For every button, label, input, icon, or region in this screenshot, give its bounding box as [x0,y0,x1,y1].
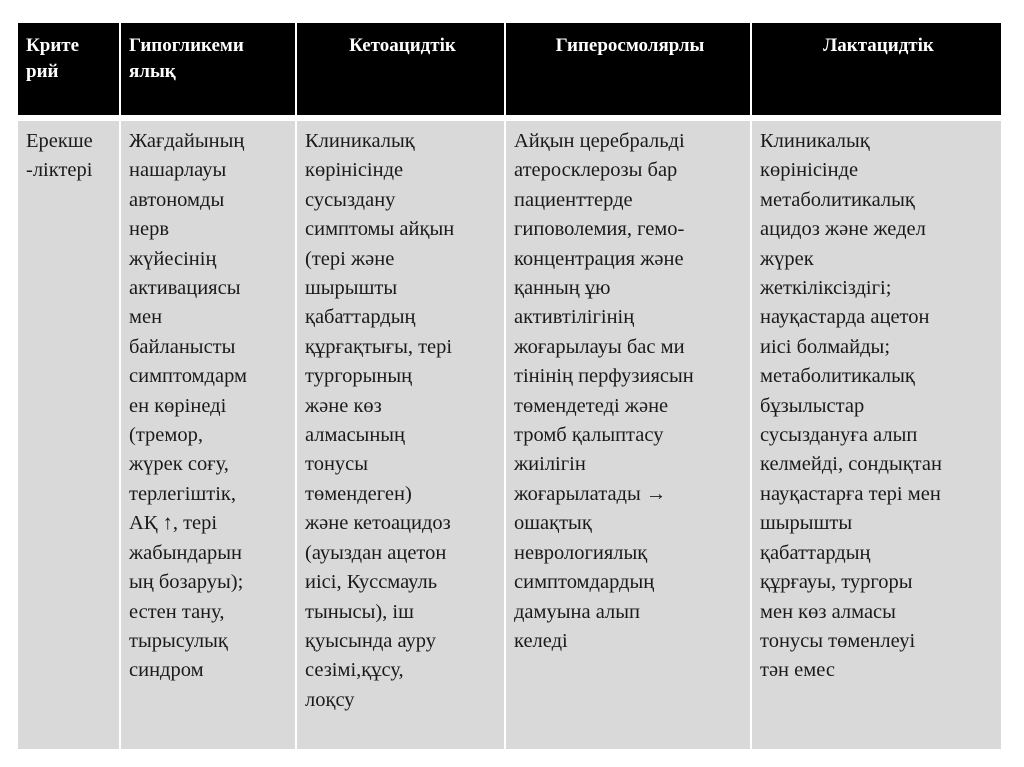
header-hyperosmolar-label: Гиперосмолярлы [555,35,705,56]
cell-ketoacidotic [296,120,505,750]
cell-lactacidotic-text: Клиникалық көрінісінде метаболитикалық ацидоз және жедел жүрек жеткіліксіздігі; науқастарда ацетон иісі болмайды; метаболитикалық бұзылыстар сусыздануға алып келмейді, сондықтан науқастарға тері мен шырышты қабаттардың құрғауы, тургоры мен көз алмасы тонусы төменлеуі тән емес [760,130,942,682]
header-criterion [17,22,120,116]
header-ketoacidotic [296,22,505,116]
cell-criterion-text: Ерекше -ліктері [26,130,93,182]
header-criterion-label: Крите рий [26,35,80,82]
cell-lactacidotic [751,120,1002,750]
header-lactacidotic [751,22,1002,116]
table-header-row [17,22,1002,116]
header-hypoglycemic-label: Гипогликеми ялық [129,35,244,82]
header-lactacidotic-label: Лактацидтік [823,35,934,56]
cell-hyperosmolar-text: Айқын церебральді атеросклерозы бар пациенттерде гиповолемия, гемо- концентрация және қанның ұю активтілігінің жоғарылауы бас ми тінінің перфузиясын төмендетеді және тромб қалыптасу жиілігін жоғарылатады → ошақтық неврологиялық симптомдардың дамуына алып келеді [514,130,694,652]
cell-criterion [17,120,120,750]
cell-ketoacidotic-text: Клиникалық көрінісінде сусыздану симптомы айқын (тері және шырышты қабаттардың құрғақтығы, тері тургорының және көз алмасының тонусы төмендеген) және кетоацидоз (ауыздан ацетон иісі, Куссмауль тынысы), іш қуысында ауру сезімі,құсу, лоқсу [305,130,455,711]
table-row [17,120,1002,750]
header-hypoglycemic [120,22,296,116]
header-ketoacidotic-label: Кетоацидтік [349,35,456,56]
cell-hyperosmolar [505,120,751,750]
header-hyperosmolar [505,22,751,116]
cell-hypoglycemic [120,120,296,750]
comparison-table [16,21,1003,751]
cell-hypoglycemic-text: Жағдайының нашарлауы автономды нерв жүйесінің активациясы мен байланысты симптомдарм ен көрінеді (тремор, жүрек соғу, терлегіштік, АҚ ↑, тері жабындарын ың бозаруы); естен тану, тырысулық синдром [129,130,247,682]
